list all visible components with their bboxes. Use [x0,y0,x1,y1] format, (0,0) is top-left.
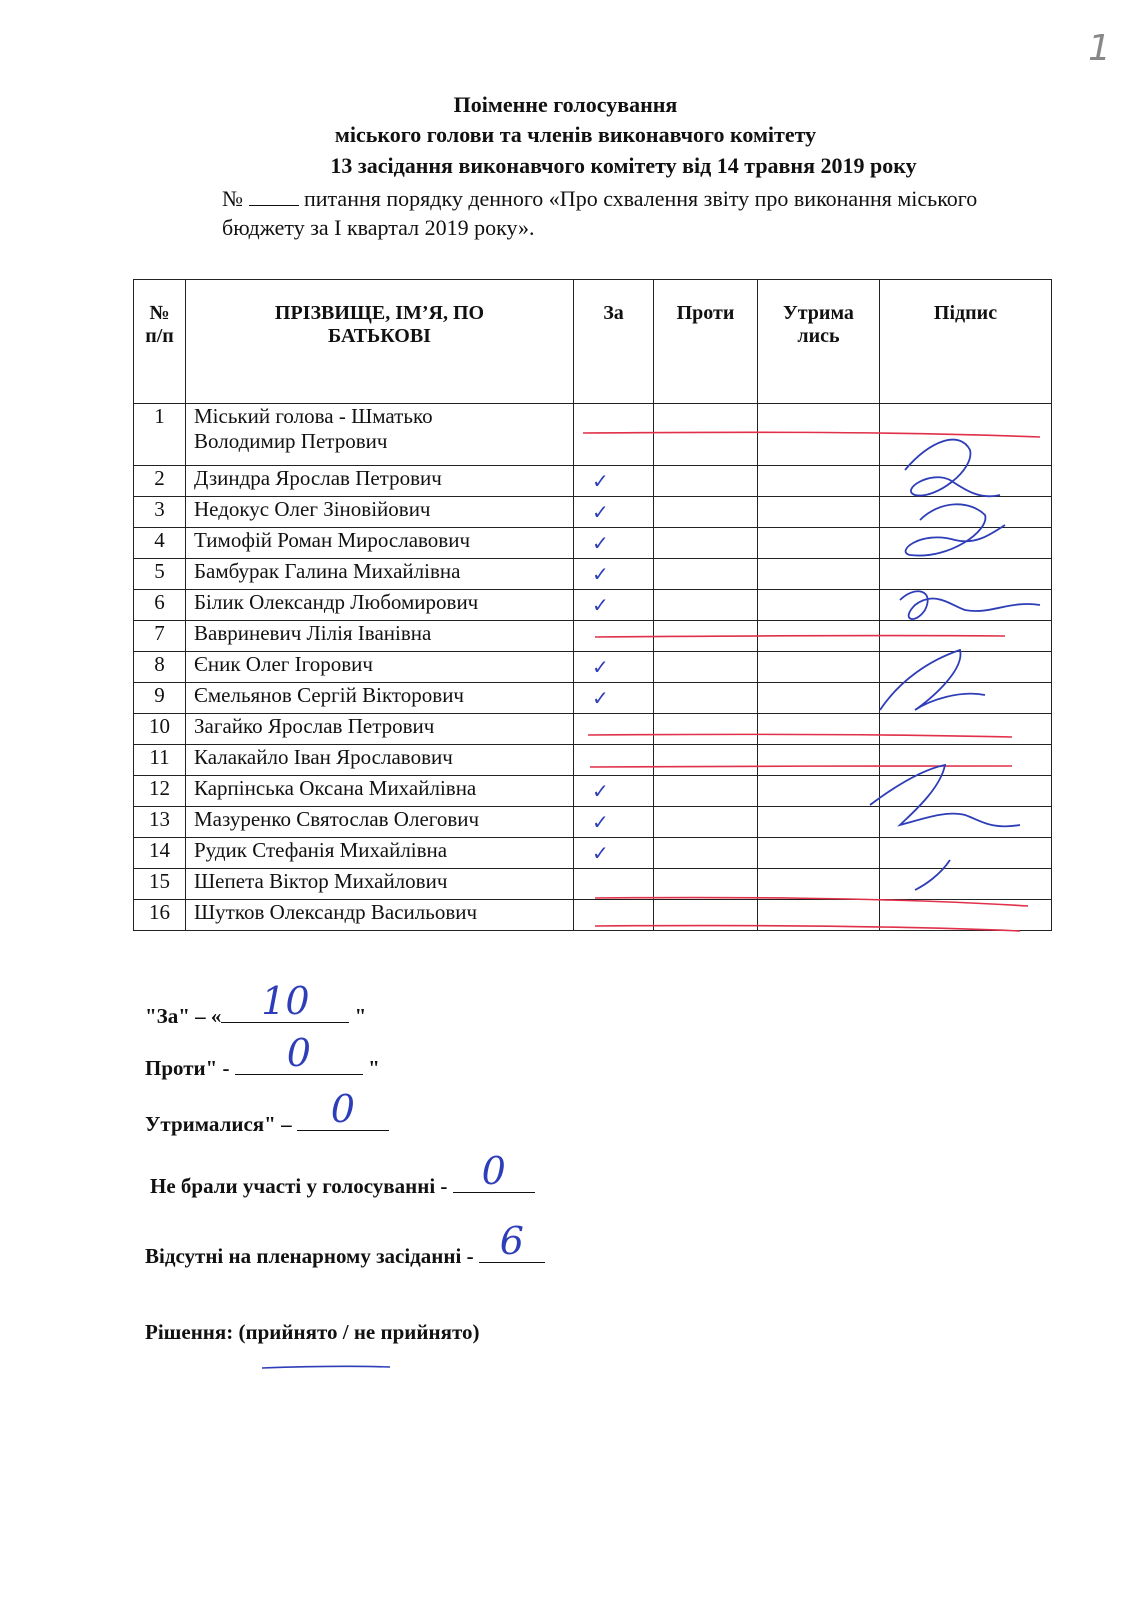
header-abstain: Утрима лись [758,280,880,404]
summary-absent [145,1219,545,1269]
row-signature [880,683,1052,714]
row-signature [880,497,1052,528]
row-abstain [758,807,880,838]
row-against [654,714,758,745]
row-abstain [758,528,880,559]
check-mark-icon: ✓ [592,561,609,586]
row-number: 1 [134,404,186,466]
check-mark-icon: ✓ [592,499,609,524]
table-row [134,497,1052,528]
table-row [134,869,1052,900]
row-number: 7 [134,621,186,652]
question-text: питання порядку денного «Про схвалення звіту про виконання міського бюджету за І квартал 2019 року». [222,186,978,240]
table-row [134,466,1052,497]
summary-not-participated-label: Не брали участі у голосуванні - [150,1174,448,1198]
summary-abstain [145,1087,389,1137]
row-number: 9 [134,683,186,714]
row-signature [880,621,1052,652]
row-abstain [758,869,880,900]
row-name: Карпінська Оксана Михайлівна [186,776,574,807]
row-signature [880,466,1052,497]
row-against [654,497,758,528]
row-name: Недокус Олег Зіновійович [186,497,574,528]
check-mark-icon: ✓ [592,778,609,803]
row-name-line1: Міський голова - Шматько [194,404,433,428]
row-number: 16 [134,900,186,931]
row-abstain [758,466,880,497]
row-number: 8 [134,652,186,683]
row-signature [880,807,1052,838]
row-for [574,900,654,931]
summary-against-end: " [368,1056,380,1080]
row-number: 4 [134,528,186,559]
table-row [134,714,1052,745]
row-name [186,404,574,466]
summary-for-label: "За" – « [145,1004,222,1028]
row-number: 5 [134,559,186,590]
summary-absent-blank [479,1219,545,1263]
header-for: За [574,280,654,404]
row-abstain [758,590,880,621]
question-prefix: № [222,186,243,211]
agenda-question [222,184,1052,242]
row-against [654,776,758,807]
row-signature [880,838,1052,869]
summary-not-participated [150,1149,535,1199]
row-number: 15 [134,869,186,900]
row-for [574,652,654,683]
row-name: Вавриневич Лілія Іванівна [186,621,574,652]
check-mark-icon [574,624,592,648]
row-name: Шутков Олександр Васильович [186,900,574,931]
doc-title-line3: 13 засідання виконавчого комітету від 14 травня 2019 року [330,153,917,178]
row-name: Ємельянов Сергій Вікторович [186,683,574,714]
row-abstain [758,559,880,590]
row-for [574,838,654,869]
row-name: Єник Олег Ігорович [186,652,574,683]
row-for [574,497,654,528]
row-name: Рудик Стефанія Михайлівна [186,838,574,869]
row-signature [880,528,1052,559]
row-for [574,559,654,590]
check-mark-icon [574,903,592,927]
row-number: 11 [134,745,186,776]
row-name: Білик Олександр Любомирович [186,590,574,621]
row-for [574,776,654,807]
row-against [654,807,758,838]
table-row [134,621,1052,652]
row-for [574,590,654,621]
table-row [134,683,1052,714]
check-mark-icon: ✓ [592,530,609,555]
row-signature [880,559,1052,590]
summary-for-end: " [354,1004,367,1028]
table-row [134,528,1052,559]
header-signature: Підпис [880,280,1052,404]
check-mark-icon [574,717,592,741]
table-row [134,404,1052,466]
summary-absent-value: 6 [499,1219,524,1263]
summary-abstain-value: 0 [330,1087,355,1131]
doc-title-line2: міського голови та членів виконавчого комітету [334,122,817,147]
row-for [574,528,654,559]
row-for [574,869,654,900]
decision-underline [262,1366,390,1368]
doc-title-line1: Поіменне голосування [453,92,678,117]
summary-against-blank [235,1031,363,1075]
row-number: 10 [134,714,186,745]
row-against [654,528,758,559]
summary-not-participated-blank [453,1149,535,1193]
row-signature [880,745,1052,776]
row-name: Бамбурак Галина Михайлівна [186,559,574,590]
row-against [654,404,758,466]
row-for [574,807,654,838]
row-number: 6 [134,590,186,621]
summary-against-value: 0 [286,1031,311,1075]
question-number-blank [249,187,299,206]
row-name: Мазуренко Святослав Олегович [186,807,574,838]
row-name: Загайко Ярослав Петрович [186,714,574,745]
summary-for-value: 10 [261,979,310,1023]
table-row [134,900,1052,931]
table-row [134,838,1052,869]
summary-abstain-label: Утрималися" – [145,1112,292,1136]
summary-for-blank [221,979,349,1023]
row-abstain [758,652,880,683]
vote-table [133,279,1052,931]
summary-abstain-blank [297,1087,389,1131]
decision-accepted: прийнято [245,1320,338,1344]
check-mark-icon: ✓ [592,592,609,617]
table-row [134,559,1052,590]
check-mark-icon [574,872,592,896]
row-abstain [758,683,880,714]
row-name: Калакайло Іван Ярославович [186,745,574,776]
row-for [574,466,654,497]
summary-not-participated-value: 0 [481,1149,506,1193]
row-for [574,714,654,745]
row-against [654,652,758,683]
table-row [134,652,1052,683]
summary-for [145,979,367,1029]
row-number: 3 [134,497,186,528]
row-abstain [758,776,880,807]
summary-absent-label: Відсутні на пленарному засіданні - [145,1244,474,1268]
header-against: Проти [654,280,758,404]
check-mark-icon [574,422,592,446]
summary-against-label: Проти" - [145,1056,230,1080]
row-number: 12 [134,776,186,807]
row-signature [880,869,1052,900]
row-number: 13 [134,807,186,838]
decision [145,1320,479,1345]
row-against [654,900,758,931]
row-signature [880,590,1052,621]
row-for [574,683,654,714]
table-row [134,590,1052,621]
row-for [574,621,654,652]
table-row [134,807,1052,838]
row-signature [880,714,1052,745]
table-row [134,776,1052,807]
row-abstain [758,621,880,652]
table-row [134,745,1052,776]
row-signature [880,404,1052,466]
row-abstain [758,714,880,745]
check-mark-icon: ✓ [592,809,609,834]
row-for [574,745,654,776]
header-num: № п/п [134,280,186,404]
row-against [654,466,758,497]
row-name: Шепета Віктор Михайлович [186,869,574,900]
row-for [574,404,654,466]
row-against [654,869,758,900]
row-abstain [758,745,880,776]
check-mark-icon: ✓ [592,654,609,679]
row-name: Дзиндра Ярослав Петрович [186,466,574,497]
row-number: 2 [134,466,186,497]
row-signature [880,900,1052,931]
row-name: Тимофій Роман Мирославович [186,528,574,559]
summary-against [145,1031,380,1081]
header-name: ПРІЗВИЩЕ, ІМ’Я, ПО БАТЬКОВІ [186,280,574,404]
row-against [654,745,758,776]
page-number: 1 [1088,28,1111,69]
vote-table-header [134,280,1052,404]
row-abstain [758,838,880,869]
row-against [654,559,758,590]
decision-rest: / не прийнято) [337,1320,480,1344]
check-mark-icon: ✓ [592,468,609,493]
row-abstain [758,497,880,528]
row-signature [880,776,1052,807]
check-mark-icon [574,748,592,772]
row-signature [880,652,1052,683]
row-against [654,683,758,714]
row-number: 14 [134,838,186,869]
row-against [654,590,758,621]
row-abstain [758,900,880,931]
row-abstain [758,404,880,466]
row-against [654,838,758,869]
check-mark-icon: ✓ [592,685,609,710]
decision-label: Рішення: ( [145,1320,246,1344]
row-name-line2: Володимир Петрович [194,429,388,453]
row-against [654,621,758,652]
check-mark-icon: ✓ [592,840,609,865]
